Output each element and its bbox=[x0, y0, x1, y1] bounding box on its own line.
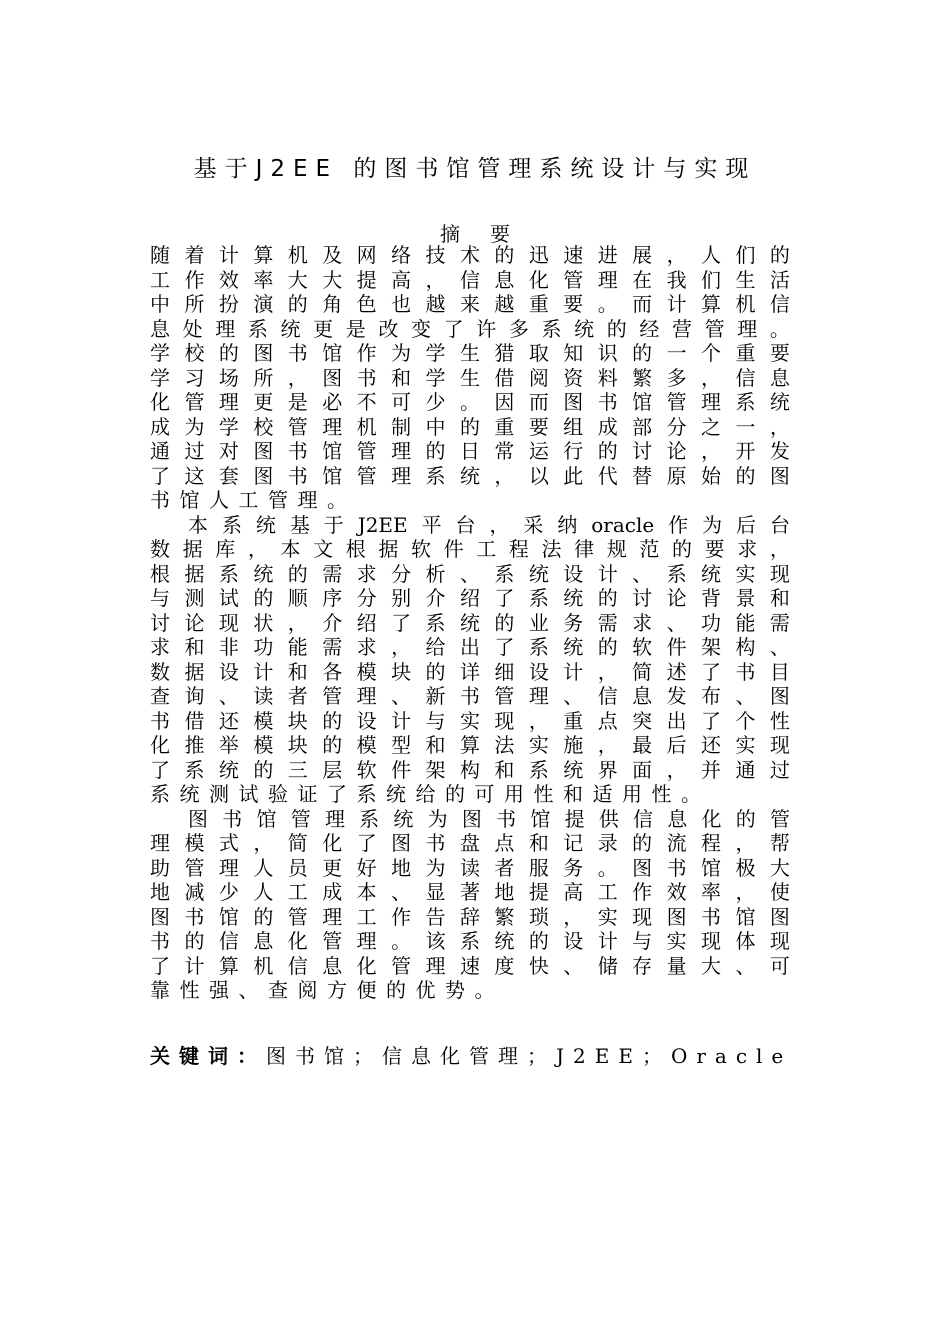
text-line: 了 计 算 机 信 息 化 管 理 速 度 快 、 储 存 量 大 、 可 bbox=[150, 953, 790, 978]
document-title: 基于J2EE 的图书馆管理系统设计与实现 bbox=[193, 156, 757, 182]
text-line: 地 减 少 人 工 成 本 、 显 著 地 提 高 工 作 效 率 ， 使 bbox=[150, 880, 790, 904]
abstract-heading: 摘要 bbox=[440, 222, 540, 246]
keywords-value: 图书馆；信息化管理；J2EE；Oracle bbox=[266, 1044, 793, 1068]
text-line: 助 管 理 人 员 更 好 地 为 读 者 服 务 。 图 书 馆 极 大 bbox=[150, 855, 790, 880]
text-line: 随 着 计 算 机 及 网 络 技 术 的 迅 速 进 展 ， 人 们 的 bbox=[150, 243, 790, 267]
text-line: 化 管 理 更 是 必 不 可 少 。 因 而 图 书 馆 管 理 系 统 bbox=[150, 390, 790, 414]
text-line: 书 的 信 息 化 管 理 。 该 系 统 的 设 计 与 实 现 体 现 bbox=[150, 929, 790, 953]
text-line: 中 所 扮 演 的 角 色 也 越 来 越 重 要 。 而 计 算 机 信 bbox=[150, 292, 790, 316]
text-line: 成 为 学 校 管 理 机 制 中 的 重 要 组 成 部 分 之 一 ， bbox=[150, 414, 790, 439]
text-line: 书 馆 人 工 管 理 。 bbox=[150, 488, 347, 512]
text-line: 图 书 馆 管 理 系 统 为 图 书 馆 提 供 信 息 化 的 管 bbox=[188, 806, 790, 831]
text-line: 本 系 统 基 于 J2EE 平 台 ， 采 纳 oracle 作 为 后 台 bbox=[188, 512, 790, 537]
abstract-body bbox=[150, 243, 790, 1003]
text-line: 通 过 对 图 书 馆 管 理 的 日 常 运 行 的 讨 论 ， 开 发 bbox=[150, 439, 790, 463]
text-line: 与 测 试 的 顺 序 分 别 介 绍 了 系 统 的 讨 论 背 景 和 bbox=[150, 586, 790, 610]
text-line: 求 和 非 功 能 需 求 ， 给 出 了 系 统 的 软 件 架 构 、 bbox=[150, 635, 790, 659]
text-line: 数 据 库 ， 本 文 根 据 软 件 工 程 法 律 规 范 的 要 求 ， bbox=[150, 537, 790, 561]
keywords-line bbox=[150, 1040, 793, 1069]
text-line: 化 推 举 模 块 的 模 型 和 算 法 实 施 ， 最 后 还 实 现 bbox=[150, 733, 790, 757]
text-line: 学 习 场 所 ， 图 书 和 学 生 借 阅 资 料 繁 多 ， 信 息 bbox=[150, 365, 790, 390]
text-line: 图 书 馆 的 管 理 工 作 告 辞 繁 琐 ， 实 现 图 书 馆 图 bbox=[150, 904, 790, 929]
text-line: 理 模 式 ， 简 化 了 图 书 盘 点 和 记 录 的 流 程 ， 帮 bbox=[150, 831, 790, 855]
text-line: 系 统 测 试 验 证 了 系 统 给 的 可 用 性 和 适 用 性 。 bbox=[150, 782, 701, 806]
text-line: 息 处 理 系 统 更 是 改 变 了 许 多 系 统 的 经 营 管 理 。 bbox=[150, 316, 790, 341]
text-line: 工 作 效 率 大 大 提 高 ， 信 息 化 管 理 在 我 们 生 活 bbox=[150, 267, 790, 292]
text-line: 讨 论 现 状 ， 介 绍 了 系 统 的 业 务 需 求 、 功 能 需 bbox=[150, 610, 790, 635]
text-line: 根 据 系 统 的 需 求 分 析 、 系 统 设 计 、 系 统 实 现 bbox=[150, 561, 790, 586]
text-line: 书 借 还 模 块 的 设 计 与 实 现 ， 重 点 突 出 了 个 性 bbox=[150, 708, 790, 733]
text-line: 了 这 套 图 书 馆 管 理 系 统 ， 以 此 代 替 原 始 的 图 bbox=[150, 463, 790, 488]
text-line: 靠 性 强 、 查 阅 方 便 的 优 势 。 bbox=[150, 978, 495, 1002]
text-line: 查 询 、 读 者 管 理 、 新 书 管 理 、 信 息 发 布 、 图 bbox=[150, 684, 790, 708]
text-line: 了 系 统 的 三 层 软 件 架 构 和 系 统 界 面 ， 并 通 过 bbox=[150, 757, 790, 782]
text-line: 数 据 设 计 和 各 模 块 的 详 细 设 计 ， 简 述 了 书 目 bbox=[150, 659, 790, 684]
keywords-label: 关键词： bbox=[150, 1044, 266, 1068]
text-line: 学 校 的 图 书 馆 作 为 学 生 猎 取 知 识 的 一 个 重 要 bbox=[150, 341, 790, 365]
